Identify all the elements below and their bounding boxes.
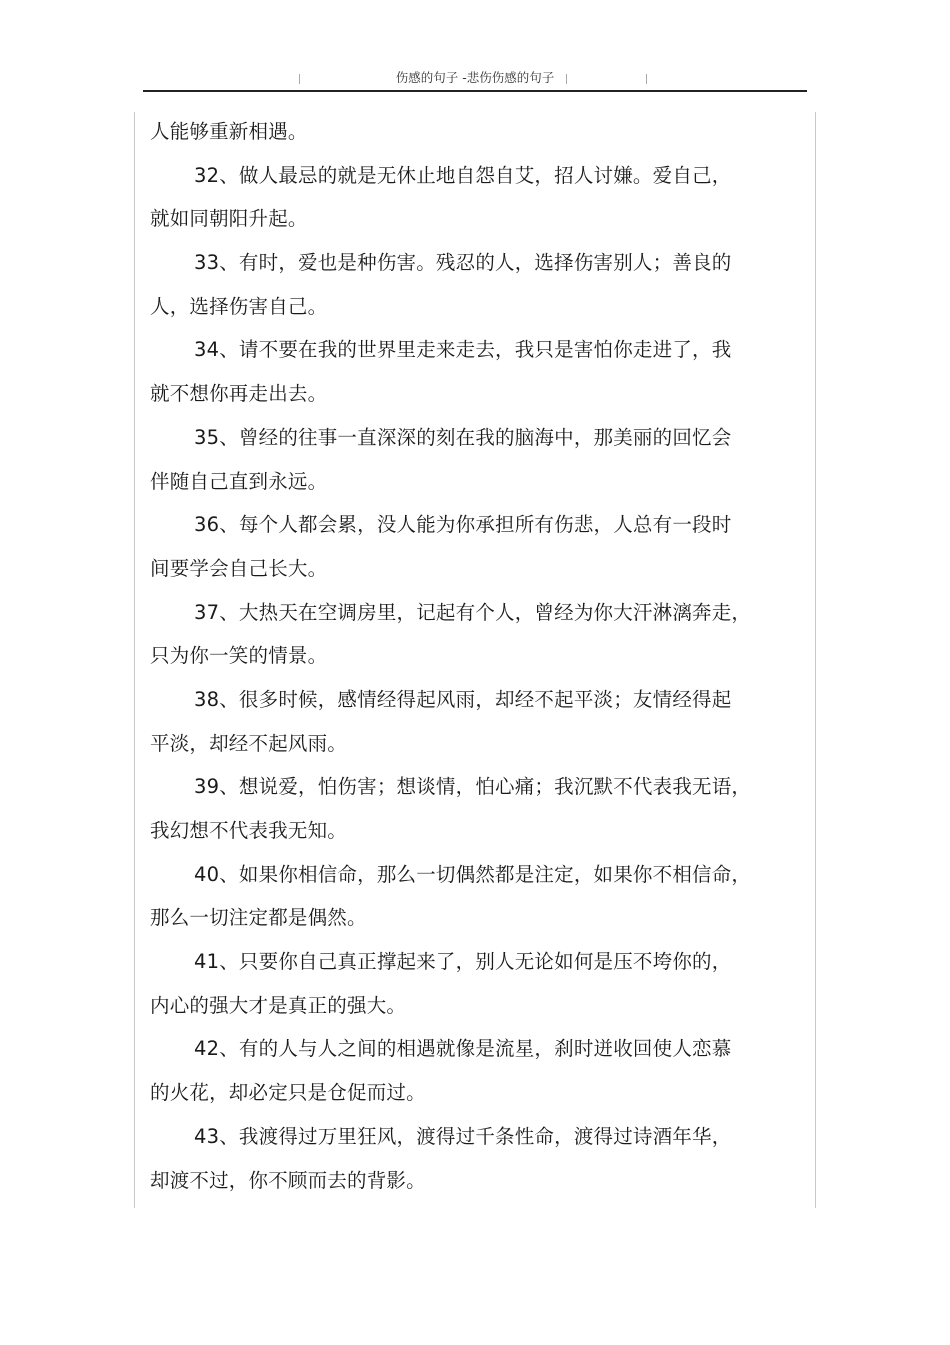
text-line: 内心的强大才是真正的强大。 xyxy=(150,993,407,1017)
text-line: 42、有的人与人之间的相遇就像是流星，刹时迸收回使人恋慕 xyxy=(194,1037,732,1061)
header-title: 伤感的句子 -悲伤伤感的句子 xyxy=(395,70,555,85)
text-line: 34、请不要在我的世界里走来走去，我只是害怕你走进了，我 xyxy=(194,338,732,362)
text-line: 只为你一笑的情景。 xyxy=(150,644,328,668)
text-line: 36、每个人都会累，没人能为你承担所有伤悲，人总有一段时 xyxy=(194,513,732,537)
text-line: 33、有时，爱也是种伤害。残忍的人，选择伤害别人；善良的 xyxy=(194,251,732,275)
header-rule xyxy=(143,90,807,92)
text-line: 人，选择伤害自己。 xyxy=(150,294,328,318)
body-text xyxy=(150,110,770,1202)
text-line: 32、做人最忌的就是无休止地自怨自艾，招人讨嫌。爱自己， xyxy=(194,163,732,187)
text-line: 就如同朝阳升起。 xyxy=(150,207,308,231)
text-line: 41、只要你自己真正撑起来了，别人无论如何是压不垮你的， xyxy=(194,950,732,974)
page-header xyxy=(143,68,807,90)
text-line: 平淡，却经不起风雨。 xyxy=(150,731,348,755)
text-line: 39、想说爱，怕伤害；想谈情，怕心痛；我沉默不代表我无语， xyxy=(194,775,752,799)
text-line: 我幻想不代表我无知。 xyxy=(150,819,348,842)
text-line: 43、我渡得过万里狂风，渡得过千条性命，渡得过诗酒年华， xyxy=(194,1124,732,1148)
text-line: 37、大热天在空调房里，记起有个人，曾经为你大汗淋漓奔走， xyxy=(194,600,752,624)
text-line: 35、曾经的往事一直深深的刻在我的脑海中，那美丽的回忆会 xyxy=(194,425,732,449)
text-line: 人能够重新相遇。 xyxy=(150,120,308,143)
text-line: 却渡不过，你不顾而去的背影。 xyxy=(150,1168,426,1192)
text-line: 就不想你再走出去。 xyxy=(150,382,328,406)
header-tick-right xyxy=(646,74,647,84)
text-line: 40、如果你相信命，那么一切偶然都是注定，如果你不相信命， xyxy=(194,862,752,886)
text-line: 的火花，却必定只是仓促而过。 xyxy=(150,1081,426,1105)
text-line: 间要学会自己长大。 xyxy=(150,556,328,580)
header-tick-left xyxy=(299,74,300,84)
left-margin-rule xyxy=(134,112,135,1208)
header-tick-mid xyxy=(566,74,567,84)
right-margin-rule xyxy=(815,112,816,1208)
text-line: 38、很多时候，感情经得起风雨，却经不起平淡；友情经得起 xyxy=(194,687,732,711)
text-line: 伴随自己直到永远。 xyxy=(150,469,328,493)
text-line: 那么一切注定都是偶然。 xyxy=(150,906,367,930)
